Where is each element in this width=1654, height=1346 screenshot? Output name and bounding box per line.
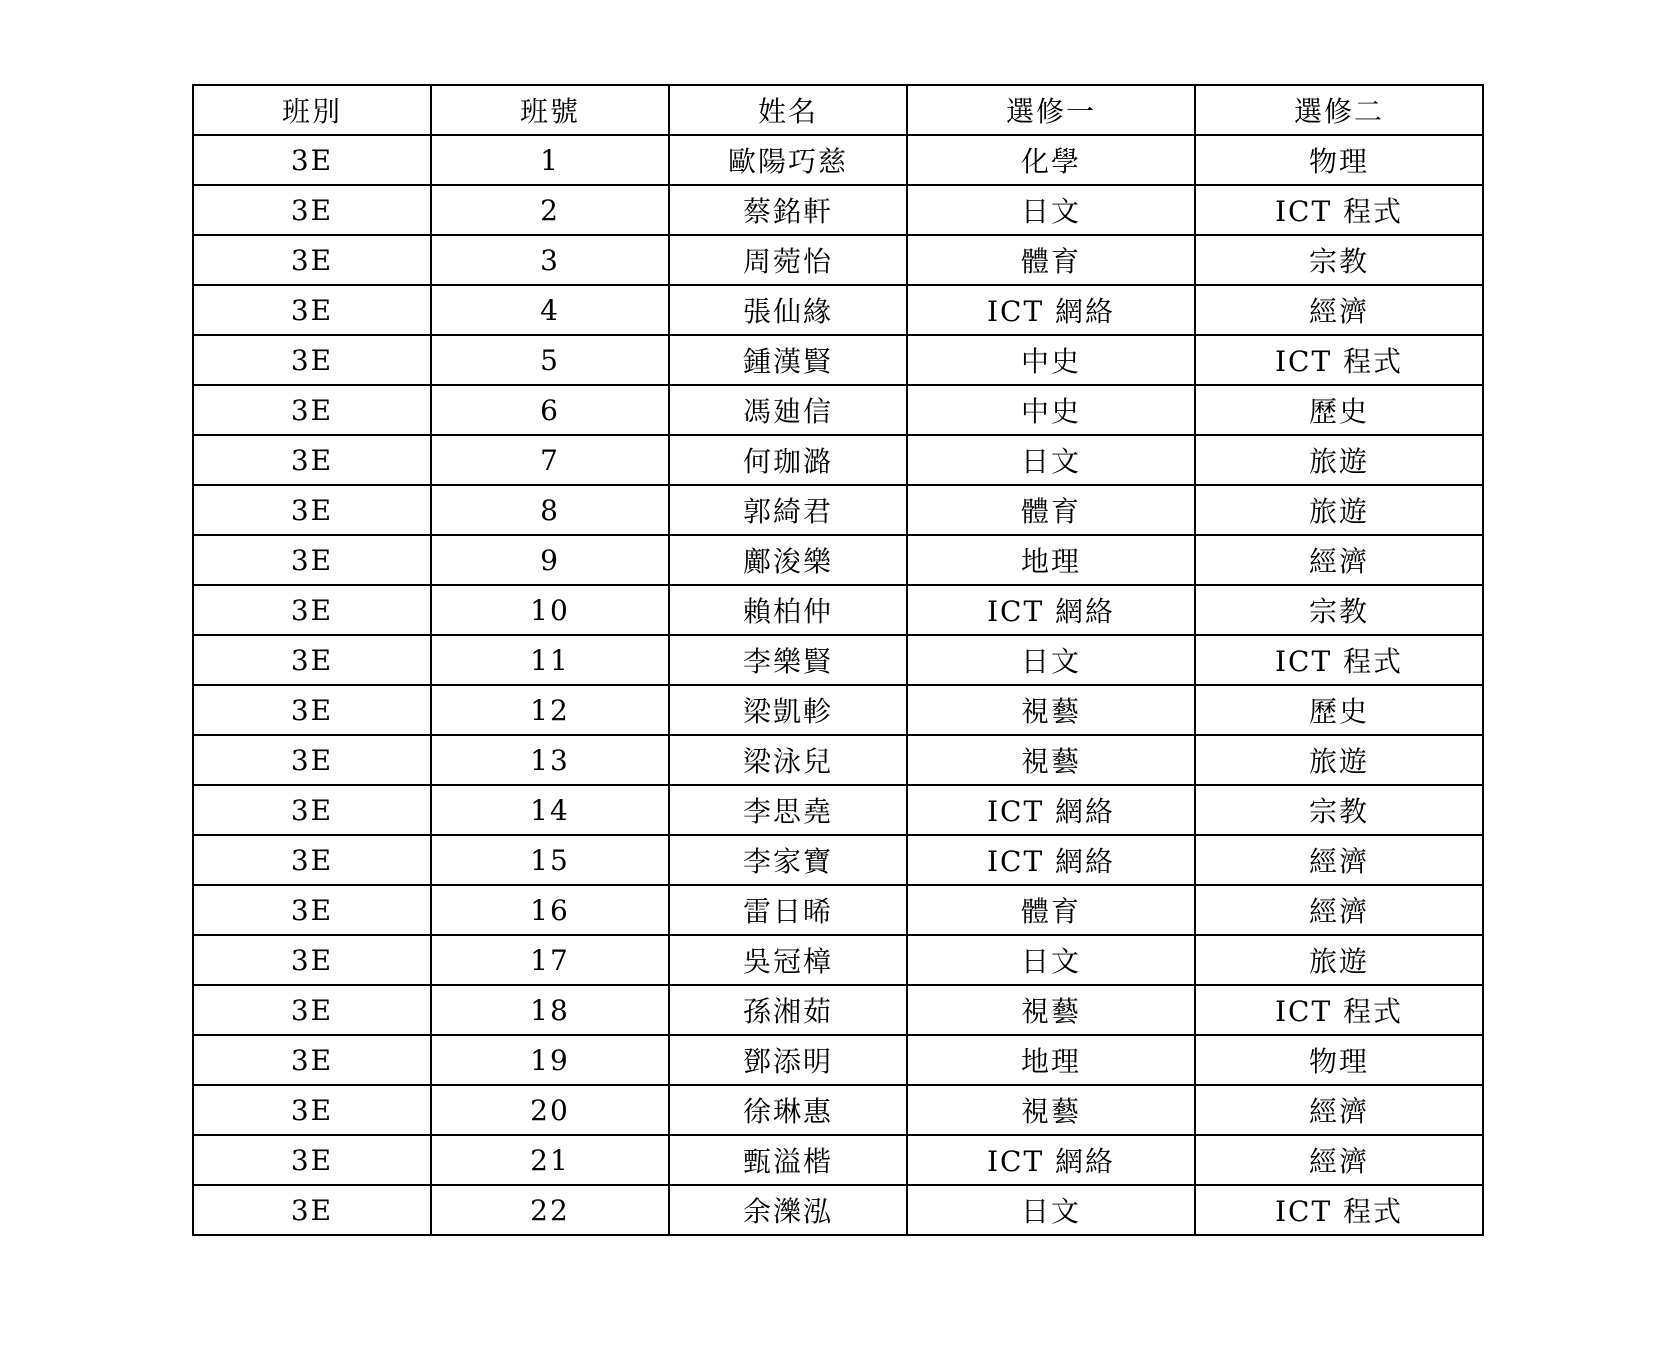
cell-elective-2: 物理 [1195, 1035, 1483, 1085]
cell-name: 雷日晞 [669, 885, 907, 935]
cell-class: 3E [193, 185, 431, 235]
cell-class-number: 14 [431, 785, 669, 835]
cell-name: 孫湘茹 [669, 985, 907, 1035]
cell-elective-1: 視藝 [907, 735, 1195, 785]
cell-class: 3E [193, 1185, 431, 1235]
cell-elective-1: 中史 [907, 335, 1195, 385]
cell-name: 馮廸信 [669, 385, 907, 435]
cell-name: 徐琳惠 [669, 1085, 907, 1135]
table-row [193, 435, 1483, 485]
cell-class: 3E [193, 835, 431, 885]
header-elective-2: 選修二 [1195, 85, 1483, 135]
cell-class: 3E [193, 235, 431, 285]
cell-class: 3E [193, 735, 431, 785]
cell-class-number: 12 [431, 685, 669, 735]
cell-name: 蔡銘軒 [669, 185, 907, 235]
elective-table [192, 84, 1484, 1236]
cell-class-number: 19 [431, 1035, 669, 1085]
cell-elective-2: ICT 程式 [1195, 185, 1483, 235]
cell-class: 3E [193, 1035, 431, 1085]
cell-elective-1: ICT 網絡 [907, 585, 1195, 635]
cell-elective-2: 旅遊 [1195, 935, 1483, 985]
cell-class: 3E [193, 1135, 431, 1185]
header-name: 姓名 [669, 85, 907, 135]
cell-name: 甄溢楷 [669, 1135, 907, 1185]
cell-name: 梁凱軫 [669, 685, 907, 735]
table-row [193, 735, 1483, 785]
cell-class: 3E [193, 885, 431, 935]
table-row [193, 785, 1483, 835]
cell-elective-2: 旅遊 [1195, 435, 1483, 485]
cell-elective-2: 經濟 [1195, 885, 1483, 935]
cell-elective-1: ICT 網絡 [907, 1135, 1195, 1185]
table-row [193, 685, 1483, 735]
cell-name: 李樂賢 [669, 635, 907, 685]
cell-elective-1: 日文 [907, 635, 1195, 685]
cell-class-number: 22 [431, 1185, 669, 1235]
table-row [193, 385, 1483, 435]
cell-elective-1: 體育 [907, 485, 1195, 535]
cell-name: 梁泳兒 [669, 735, 907, 785]
header-class-number: 班號 [431, 85, 669, 135]
cell-class: 3E [193, 585, 431, 635]
cell-elective-2: 歷史 [1195, 385, 1483, 435]
cell-class-number: 5 [431, 335, 669, 385]
table-row [193, 985, 1483, 1035]
cell-elective-2: 經濟 [1195, 535, 1483, 585]
cell-class-number: 21 [431, 1135, 669, 1185]
table-body [193, 135, 1483, 1235]
table-row [193, 335, 1483, 385]
cell-elective-2: 宗教 [1195, 585, 1483, 635]
cell-elective-2: 宗教 [1195, 235, 1483, 285]
table-row [193, 935, 1483, 985]
cell-elective-2: 旅遊 [1195, 735, 1483, 785]
table-row [193, 835, 1483, 885]
table-row [193, 285, 1483, 335]
cell-class-number: 6 [431, 385, 669, 435]
cell-class-number: 9 [431, 535, 669, 585]
cell-name: 賴柏仲 [669, 585, 907, 635]
cell-name: 鍾漢賢 [669, 335, 907, 385]
table-row [193, 135, 1483, 185]
cell-elective-1: 體育 [907, 235, 1195, 285]
cell-elective-2: 經濟 [1195, 285, 1483, 335]
cell-elective-2: ICT 程式 [1195, 635, 1483, 685]
cell-class: 3E [193, 335, 431, 385]
cell-class: 3E [193, 485, 431, 535]
cell-name: 歐陽巧慈 [669, 135, 907, 185]
cell-class-number: 4 [431, 285, 669, 335]
cell-class: 3E [193, 635, 431, 685]
table-row [193, 235, 1483, 285]
cell-name: 吳冠樟 [669, 935, 907, 985]
cell-elective-1: ICT 網絡 [907, 835, 1195, 885]
cell-elective-1: 化學 [907, 135, 1195, 185]
cell-elective-2: 經濟 [1195, 1085, 1483, 1135]
cell-class-number: 17 [431, 935, 669, 985]
cell-class-number: 16 [431, 885, 669, 935]
cell-elective-2: 經濟 [1195, 835, 1483, 885]
cell-elective-2: 旅遊 [1195, 485, 1483, 535]
table-row [193, 635, 1483, 685]
table-row [193, 1185, 1483, 1235]
table-row [193, 485, 1483, 535]
table-row [193, 1085, 1483, 1135]
cell-elective-1: 日文 [907, 185, 1195, 235]
cell-elective-1: 地理 [907, 1035, 1195, 1085]
cell-class: 3E [193, 785, 431, 835]
cell-class: 3E [193, 935, 431, 985]
cell-class: 3E [193, 535, 431, 585]
table-row [193, 585, 1483, 635]
cell-name: 鄺浚樂 [669, 535, 907, 585]
table-row [193, 1035, 1483, 1085]
cell-name: 鄧添明 [669, 1035, 907, 1085]
cell-elective-1: 視藝 [907, 1085, 1195, 1135]
cell-elective-2: ICT 程式 [1195, 335, 1483, 385]
cell-class-number: 20 [431, 1085, 669, 1135]
cell-elective-1: 日文 [907, 435, 1195, 485]
cell-elective-2: ICT 程式 [1195, 1185, 1483, 1235]
header-elective-1: 選修一 [907, 85, 1195, 135]
cell-class-number: 3 [431, 235, 669, 285]
cell-name: 張仙緣 [669, 285, 907, 335]
cell-class-number: 8 [431, 485, 669, 535]
cell-name: 郭綺君 [669, 485, 907, 535]
cell-class: 3E [193, 685, 431, 735]
cell-class-number: 1 [431, 135, 669, 185]
cell-name: 周菀怡 [669, 235, 907, 285]
cell-class: 3E [193, 285, 431, 335]
cell-class-number: 10 [431, 585, 669, 635]
table-row [193, 535, 1483, 585]
cell-class: 3E [193, 985, 431, 1035]
cell-class-number: 2 [431, 185, 669, 235]
cell-elective-2: 經濟 [1195, 1135, 1483, 1185]
cell-elective-2: 物理 [1195, 135, 1483, 185]
cell-elective-1: 中史 [907, 385, 1195, 435]
cell-elective-2: 歷史 [1195, 685, 1483, 735]
cell-elective-1: 體育 [907, 885, 1195, 935]
cell-class-number: 11 [431, 635, 669, 685]
header-class: 班別 [193, 85, 431, 135]
cell-class: 3E [193, 385, 431, 435]
cell-elective-2: ICT 程式 [1195, 985, 1483, 1035]
cell-class-number: 18 [431, 985, 669, 1035]
cell-class-number: 15 [431, 835, 669, 885]
cell-elective-1: 視藝 [907, 985, 1195, 1035]
cell-elective-1: ICT 網絡 [907, 785, 1195, 835]
cell-name: 余濼泓 [669, 1185, 907, 1235]
cell-elective-1: ICT 網絡 [907, 285, 1195, 335]
cell-class: 3E [193, 1085, 431, 1135]
cell-elective-1: 日文 [907, 935, 1195, 985]
cell-name: 何珈潞 [669, 435, 907, 485]
cell-elective-1: 地理 [907, 535, 1195, 585]
table-header-row [193, 85, 1483, 135]
cell-class-number: 7 [431, 435, 669, 485]
table-row [193, 885, 1483, 935]
cell-elective-2: 宗教 [1195, 785, 1483, 835]
cell-elective-1: 日文 [907, 1185, 1195, 1235]
cell-class: 3E [193, 135, 431, 185]
cell-class-number: 13 [431, 735, 669, 785]
table-row [193, 1135, 1483, 1185]
cell-elective-1: 視藝 [907, 685, 1195, 735]
cell-class: 3E [193, 435, 431, 485]
table-row [193, 185, 1483, 235]
cell-name: 李家寶 [669, 835, 907, 885]
cell-name: 李思堯 [669, 785, 907, 835]
